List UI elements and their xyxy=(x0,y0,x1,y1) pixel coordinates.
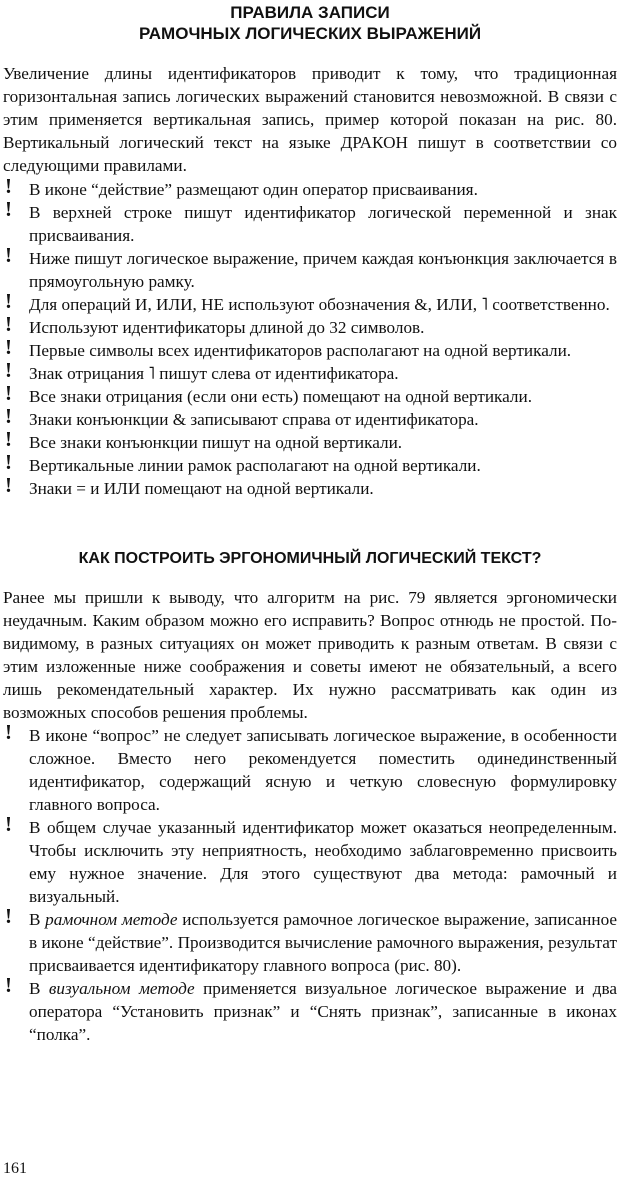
rule-item xyxy=(3,381,617,408)
exclamation-icon: ! xyxy=(5,973,12,997)
exclamation-icon: ! xyxy=(5,312,12,336)
exclamation-icon: ! xyxy=(5,381,12,405)
rule-item xyxy=(3,358,617,385)
exclamation-icon: ! xyxy=(5,289,12,313)
section-title xyxy=(0,2,620,44)
intro-paragraph: Увеличение длины идентификаторов приводит к тому, что традиционная горизонтальная запись логических выражений становится невозможной. В связи с этим применяется вертикальная запись, пример которой показан на рис. 80. Вертикальный логический текст на языке ДРАКОН пишут в соответствии со следующими правилами. xyxy=(3,64,617,175)
rule-text: Используют идентификаторы длиной до 32 символов. xyxy=(29,318,425,337)
tip-text-start: В xyxy=(29,910,46,929)
rule-text: Все знаки конъюнкции пишут на одной вертикали. xyxy=(29,433,403,452)
exclamation-icon: ! xyxy=(5,243,12,267)
exclamation-icon: ! xyxy=(5,174,12,198)
rule-text: Знак отрицания ˥ пишут слева от идентификатора. xyxy=(29,364,399,383)
exclamation-icon: ! xyxy=(5,404,12,428)
exclamation-icon: ! xyxy=(5,904,12,928)
page-number: 161 xyxy=(3,1160,27,1177)
tip-text: В иконе “вопрос” не следует записывать логическое выражение, в особенности сложное. Вместо него рекомендуется поместить одинединственный идентификатор, содержащий ясную и четкую словесную формулировку главного вопроса. xyxy=(29,726,617,814)
exclamation-icon: ! xyxy=(5,197,12,221)
exclamation-icon: ! xyxy=(5,450,12,474)
tip-item xyxy=(3,812,617,908)
tip-item xyxy=(3,973,617,1046)
tip-item xyxy=(3,904,618,977)
rule-text: Первые символы всех идентификаторов располагают на одной вертикали. xyxy=(29,341,572,360)
rule-text: Ниже пишут логическое выражение, причем каждая конъюнкция заключается в прямоугольную рамку. xyxy=(29,249,617,291)
section-title-line-1: ПРАВИЛА ЗАПИСИ xyxy=(230,3,390,22)
rule-item xyxy=(3,427,617,454)
rule-item xyxy=(3,174,617,201)
rule-item xyxy=(3,289,617,316)
exclamation-icon: ! xyxy=(5,335,12,359)
rule-text: Вертикальные линии рамок располагают на одной вертикали. xyxy=(29,456,481,475)
exclamation-icon: ! xyxy=(5,427,12,451)
rule-text: Знаки конъюнкции & записывают справа от идентификатора. xyxy=(29,410,479,429)
tip-emphasis: визуальном методе xyxy=(48,979,195,998)
rule-item xyxy=(3,450,617,477)
tip-emphasis: рамочном методе xyxy=(45,910,178,929)
tip-text-end: используется рамочное логическое выражение, записанное в иконе “действие”. Производится вычисление рамочного выражения, результат присваивается идентификатору главного вопроса (рис. 80). xyxy=(29,910,618,975)
exclamation-icon: ! xyxy=(5,720,12,744)
rule-item xyxy=(3,197,617,247)
rule-item xyxy=(3,243,617,293)
section-2-intro-paragraph: Ранее мы пришли к выводу, что алгоритм на рис. 79 является эргономически неудачным. Каким образом можно его исправить? Вопрос отнюдь не простой. По-видимому, в разных ситуациях он может приводить к разным ответам. В связи с этим изложенные ниже соображения и советы имеют не обязательный, а всего лишь рекомендательный характер. Их нужно рассматривать как один из возможных способов решения проблемы. xyxy=(3,588,617,722)
exclamation-icon: ! xyxy=(5,473,12,497)
exclamation-icon: ! xyxy=(5,812,12,836)
rule-text: Для операций И, ИЛИ, НЕ используют обозначения &, ИЛИ, ˥ соответственно. xyxy=(29,295,610,314)
rule-item xyxy=(3,335,617,362)
exclamation-icon: ! xyxy=(5,358,12,382)
rule-text: Знаки = и ИЛИ помещают на одной вертикали. xyxy=(29,479,374,498)
rules-list xyxy=(3,174,617,500)
tip-text-end: применяется визуальное логическое выражение и два оператора “Установить признак” и “Снять признак”, записанные в иконах “полка”. xyxy=(29,979,617,1044)
tips-list xyxy=(3,720,618,1046)
tip-text-start: В xyxy=(29,979,49,998)
rule-text: Все знаки отрицания (если они есть) помещают на одной вертикали. xyxy=(29,387,532,406)
rule-item xyxy=(3,312,617,339)
tip-text: В общем случае указанный идентификатор может оказаться неопределенным. Чтобы исключить эту неприятность, необходимо заблаговременно присвоить ему нужное значение. Для этого существуют два метода: рамочный и визуальный. xyxy=(29,818,617,906)
section-title-line-2: РАМОЧНЫХ ЛОГИЧЕСКИХ ВЫРАЖЕНИЙ xyxy=(138,24,482,43)
tip-item xyxy=(3,720,617,816)
section-2-title: КАК ПОСТРОИТЬ ЭРГОНОМИЧНЫЙ ЛОГИЧЕСКИЙ ТЕКСТ? xyxy=(78,550,542,567)
rule-item xyxy=(3,404,617,431)
rule-text: В верхней строке пишут идентификатор логической переменной и знак присваивания. xyxy=(29,203,617,245)
rule-text: В иконе “действие” размещают один оператор присваивания. xyxy=(29,180,478,199)
rule-item xyxy=(3,473,617,500)
